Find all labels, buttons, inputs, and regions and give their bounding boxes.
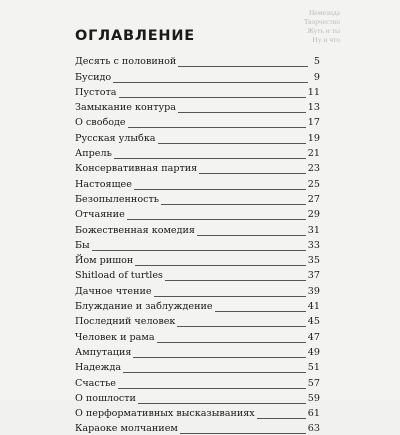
toc-entry [75, 206, 320, 221]
toc-entry-title: Дачное чтение [75, 285, 152, 297]
toc-entry [75, 68, 320, 83]
toc-entry [75, 160, 320, 175]
toc-entry-title: Безопыленность [75, 193, 160, 205]
dot-leader [119, 97, 306, 98]
table-of-contents [75, 53, 320, 435]
dot-leader [134, 189, 306, 190]
dot-leader [123, 372, 306, 373]
toc-entry [75, 359, 320, 374]
toc-entry-title: Апрель [75, 148, 112, 160]
toc-entry-title: Русская улыбка [75, 132, 156, 144]
toc-entry-page: 45 [307, 316, 320, 328]
dot-leader [180, 433, 306, 434]
toc-entry-title: Йом ришон [75, 255, 134, 267]
toc-entry-page: 13 [307, 102, 320, 114]
toc-entry-page: 33 [307, 239, 320, 251]
bleed-line: Жуть и ты [307, 26, 340, 35]
toc-entry-page: 39 [307, 285, 320, 297]
dot-leader [197, 235, 306, 236]
dot-leader [161, 204, 306, 205]
toc-entry-page: 21 [307, 148, 320, 160]
bleed-line: Творчество [303, 17, 340, 26]
toc-entry-title: Человек и рама [75, 331, 155, 343]
toc-entry-title: Десять с половиной [75, 56, 177, 68]
toc-entry-page: 49 [307, 346, 320, 358]
dot-leader [113, 82, 308, 83]
toc-entry-title: Shitload of turtles [75, 270, 163, 282]
dot-leader [127, 219, 306, 220]
toc-entry-page: 41 [307, 301, 320, 313]
dot-leader [154, 296, 306, 297]
toc-entry [75, 252, 320, 267]
dot-leader [178, 112, 306, 113]
dot-leader [158, 143, 306, 144]
toc-entry [75, 175, 320, 190]
toc-entry-title: Замыкание контура [75, 102, 177, 114]
toc-entry-title: Караоке молчанием [75, 423, 178, 435]
toc-entry-page: 27 [307, 193, 320, 205]
toc-entry [75, 374, 320, 389]
toc-entry [75, 344, 320, 359]
toc-entry [75, 114, 320, 129]
toc-entry-page: 5 [313, 56, 320, 68]
toc-entry-title: Настоящее [75, 178, 132, 190]
toc-entry [75, 191, 320, 206]
toc-entry-title: Отчаяние [75, 209, 125, 221]
toc-entry [75, 313, 320, 328]
toc-entry-title: Последний человек [75, 316, 176, 328]
toc-entry-title: Божественная комедия [75, 224, 195, 236]
toc-entry-page: 19 [307, 132, 320, 144]
dot-leader [157, 342, 306, 343]
toc-entry [75, 145, 320, 160]
dot-leader [165, 280, 306, 281]
toc-entry [75, 267, 320, 282]
toc-entry-title: Счастье [75, 377, 116, 389]
toc-entry [75, 420, 320, 435]
dot-leader [92, 250, 306, 251]
toc-entry-page: 61 [307, 408, 320, 420]
dot-leader [118, 388, 306, 389]
toc-entry-title: Блуждание и заблуждение [75, 301, 213, 313]
toc-entry-page: 17 [307, 117, 320, 129]
dot-leader [215, 311, 306, 312]
page-title: ОГЛАВЛЕНИЕ [75, 28, 196, 44]
toc-entry-page: 47 [307, 331, 320, 343]
toc-entry-page: 31 [307, 224, 320, 236]
toc-entry-title: О перформативных высказываниях [75, 408, 255, 420]
toc-entry [75, 129, 320, 144]
toc-entry-page: 25 [307, 178, 320, 190]
dot-leader [128, 127, 306, 128]
toc-entry-page: 35 [307, 255, 320, 267]
toc-entry [75, 282, 320, 297]
toc-entry [75, 298, 320, 313]
toc-entry-page: 51 [307, 362, 320, 374]
toc-entry [75, 390, 320, 405]
toc-entry-page: 37 [307, 270, 320, 282]
toc-entry [75, 221, 320, 236]
toc-entry [75, 237, 320, 252]
dot-leader [138, 403, 306, 404]
toc-entry-title: Бусидо [75, 71, 112, 83]
dot-leader [133, 357, 305, 358]
dot-leader [199, 173, 306, 174]
bleed-through-text [230, 8, 340, 44]
toc-entry-page: 59 [307, 392, 320, 404]
toc-entry [75, 53, 320, 68]
toc-entry [75, 328, 320, 343]
toc-entry-title: Надежда [75, 362, 122, 374]
toc-entry-title: Ампутация [75, 346, 132, 358]
toc-entry-title: Консервативная партия [75, 163, 198, 175]
dot-leader [257, 418, 306, 419]
toc-entry-title: Бы [75, 239, 90, 251]
toc-entry-page: 63 [307, 423, 320, 435]
bleed-line: Ну и что [312, 35, 340, 44]
toc-entry-page: 29 [307, 209, 320, 221]
dot-leader [114, 158, 306, 159]
toc-entry-title: О пошлости [75, 392, 136, 404]
dot-leader [178, 66, 308, 67]
toc-entry-title: Пустота [75, 86, 117, 98]
toc-entry-page: 23 [307, 163, 320, 175]
toc-entry [75, 99, 320, 114]
dot-leader [177, 326, 305, 327]
toc-entry-title: О свободе [75, 117, 126, 129]
toc-entry-page: 9 [313, 71, 320, 83]
toc-entry-page: 11 [307, 86, 320, 98]
toc-entry [75, 405, 320, 420]
toc-entry [75, 84, 320, 99]
dot-leader [135, 265, 306, 266]
toc-entry-page: 57 [307, 377, 320, 389]
bleed-line: Немезида [308, 8, 340, 17]
